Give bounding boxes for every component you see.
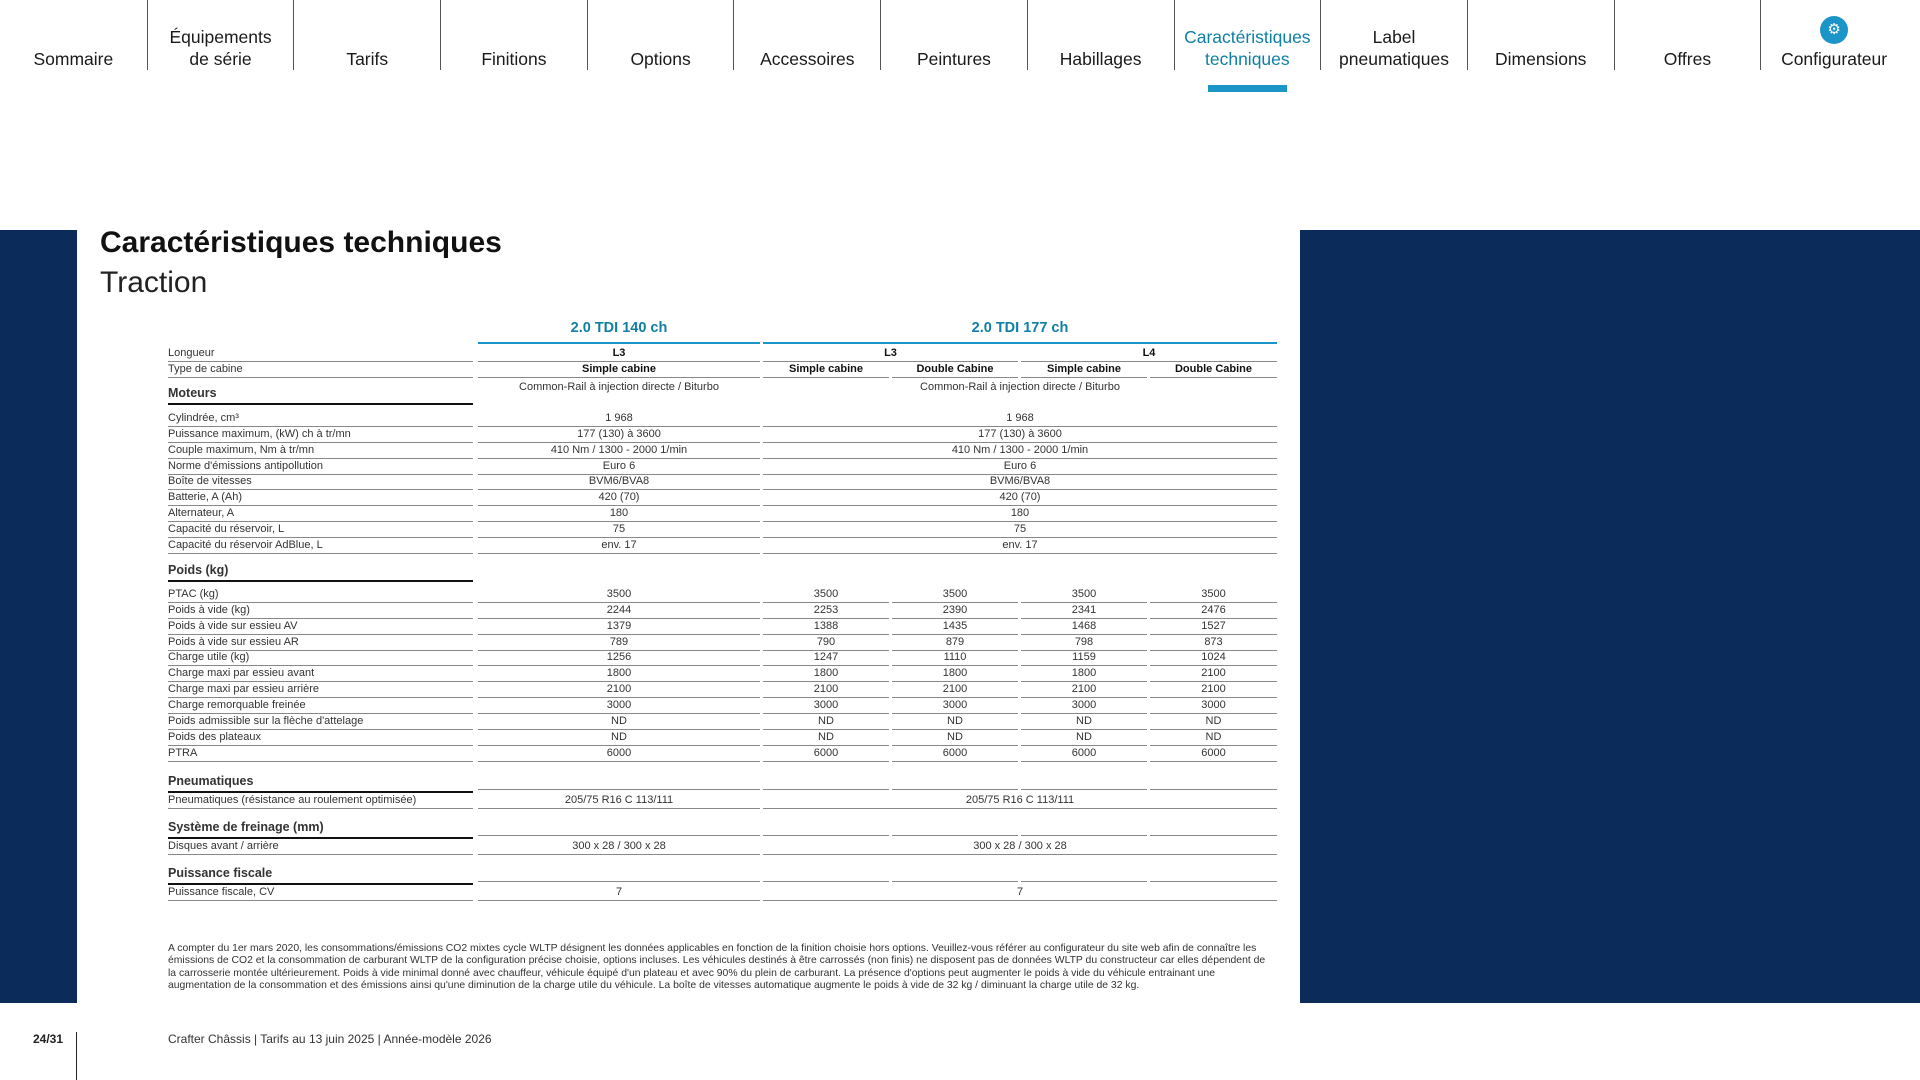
table-row [168,840,1280,855]
table-row [168,460,1280,475]
row-label: Couple maximum, Nm à tr/mn [168,444,473,459]
table-cell: Euro 6 [478,460,760,475]
table-row [168,539,1280,554]
row-label: Cylindrée, cm³ [168,412,473,427]
nav-item-5[interactable] [733,0,880,70]
table-cell [1150,867,1277,882]
table-cell [1021,775,1147,790]
table-cell: 75 [763,523,1277,538]
table-cell: 75 [478,523,760,538]
row-label: Alternateur, A [168,507,473,522]
table-cell: ND [1021,731,1147,746]
table-cell [892,775,1018,790]
row-label: Puissance fiscale, CV [168,886,473,901]
table-cell: 3000 [478,699,760,714]
table-cell: 1527 [1150,620,1277,635]
table-cell: 1024 [1150,651,1277,666]
nav-item-label: Équipements de série [169,27,272,69]
section-header: Pneumatiques [168,775,473,793]
table-row [168,683,1280,698]
table-cell [892,821,1018,836]
table-cell: 410 Nm / 1300 - 2000 1/min [478,444,760,459]
section-header: Système de freinage (mm) [168,821,473,839]
table-cell: env. 17 [478,539,760,554]
row-label: Poids à vide sur essieu AR [168,636,473,651]
row-label: Charge remorquable freinée [168,699,473,714]
table-cell: 1800 [892,667,1018,682]
table-row [168,428,1280,443]
table-cell: 873 [1150,636,1277,651]
table-cell: 1110 [892,651,1018,666]
table-row [168,667,1280,682]
row-label: Capacité du réservoir, L [168,523,473,538]
row-label: Puissance maximum, (kW) ch à tr/mn [168,428,473,443]
table-cell: 1800 [478,667,760,682]
table-cell: 798 [1021,636,1147,651]
table-cell: 300 x 28 / 300 x 28 [763,840,1277,855]
row-label: Charge utile (kg) [168,651,473,666]
table-cell: 2100 [892,683,1018,698]
table-cell: 177 (130) à 3600 [763,428,1277,443]
row-label: Longueur [168,347,473,362]
table-row [168,475,1280,490]
table-cell [478,821,760,836]
table-cell: 2100 [1150,667,1277,682]
table-cell: L3 [478,347,760,362]
section-header: Puissance fiscale [168,867,473,885]
table-row [168,775,1280,791]
row-label: Batterie, A (Ah) [168,491,473,506]
table-cell [892,867,1018,882]
table-row [168,523,1280,538]
footer-divider [76,1032,77,1080]
engine-type: Common-Rail à injection directe / Biturbo [519,381,719,393]
table-row [168,886,1280,901]
table-cell: 180 [763,507,1277,522]
table-cell: BVM6/BVA8 [763,475,1277,490]
table-cell [1021,821,1147,836]
nav-item-label: Peintures [917,49,991,69]
table-cell [763,775,889,790]
table-cell: 6000 [763,747,889,762]
nav-item-label: Options [630,49,691,69]
table-cell: 3500 [1021,588,1147,603]
footer-text: Crafter Châssis | Tarifs au 13 juin 2025 | Année-modèle 2026 [168,1032,492,1046]
table-cell: 1388 [763,620,889,635]
table-cell: 205/75 R16 C 113/111 [763,794,1277,809]
nav-item-label: Accessoires [760,49,855,69]
table-cell: 2100 [478,683,760,698]
table-cell: 2341 [1021,604,1147,619]
row-label: Poids des plateaux [168,731,473,746]
row-label: PTAC (kg) [168,588,473,603]
table-cell: 1800 [1021,667,1147,682]
table-row [168,794,1280,809]
top-navigation [0,0,1920,96]
table-cell: 177 (130) à 3600 [478,428,760,443]
table-cell: 1247 [763,651,889,666]
table-cell [478,867,760,882]
nav-item-label: Offres [1663,49,1712,69]
table-row [168,867,1280,883]
table-cell [1150,821,1277,836]
row-label: Pneumatiques (résistance au roulement optimisée) [168,794,473,809]
engine-type: Common-Rail à injection directe / Biturbo [920,381,1120,393]
table-row [168,731,1280,746]
table-cell: Double Cabine [1150,363,1277,378]
table-cell: 879 [892,636,1018,651]
configurator-icon: ⚙ [1820,16,1848,44]
nav-item-label: Caractéristiques techniques [1184,27,1311,69]
nav-item-8[interactable] [1174,0,1321,70]
row-label: Poids à vide sur essieu AV [168,620,473,635]
row-label: Boîte de vitesses [168,475,473,490]
table-cell: 1 968 [763,412,1277,427]
nav-item-6[interactable] [880,0,1027,70]
nav-item-label: Configurateur [1781,49,1888,69]
table-cell: 2100 [763,683,889,698]
table-cell: 205/75 R16 C 113/111 [478,794,760,809]
table-row [168,363,1280,378]
table-cell: ND [763,715,889,730]
nav-item-10[interactable] [1467,0,1614,70]
row-label: Capacité du réservoir AdBlue, L [168,539,473,554]
table-row [168,564,1280,580]
table-cell [763,821,889,836]
table-cell: 790 [763,636,889,651]
nav-item-label: Finitions [481,49,547,69]
table-cell: 410 Nm / 1300 - 2000 1/min [763,444,1277,459]
nav-item-11[interactable] [1614,0,1761,70]
table-cell: 3000 [1021,699,1147,714]
table-row [168,412,1280,427]
nav-item-label: Tarifs [346,49,389,69]
row-label: Charge maxi par essieu avant [168,667,473,682]
table-cell: 6000 [892,747,1018,762]
nav-item-9[interactable] [1320,0,1467,70]
table-cell: 3500 [1150,588,1277,603]
table-cell: ND [1150,715,1277,730]
table-cell: Simple cabine [1021,363,1147,378]
table-cell: ND [1021,715,1147,730]
table-cell: 3000 [763,699,889,714]
table-cell: 789 [478,636,760,651]
nav-item-4[interactable] [587,0,734,70]
nav-item-2[interactable] [293,0,440,70]
table-cell: 2100 [1150,683,1277,698]
table-row [168,747,1280,762]
table-cell [478,775,760,790]
nav-item-label: Dimensions [1495,49,1587,69]
table-cell: 420 (70) [478,491,760,506]
table-cell: 2244 [478,604,760,619]
table-row [168,651,1280,666]
table-cell: ND [892,731,1018,746]
table-cell: 3000 [892,699,1018,714]
table-cell: ND [1150,731,1277,746]
table-cell: ND [478,715,760,730]
nav-item-7[interactable] [1027,0,1174,70]
table-row [168,444,1280,459]
table-cell [763,867,889,882]
table-cell: 300 x 28 / 300 x 28 [478,840,760,855]
nav-item-0[interactable] [0,0,147,70]
table-cell: 1 968 [478,412,760,427]
model-header-140: 2.0 TDI 140 ch [478,322,760,344]
page-subtitle: Traction [100,266,208,299]
table-cell: ND [892,715,1018,730]
table-cell: 1256 [478,651,760,666]
table-cell: Double Cabine [892,363,1018,378]
nav-item-1[interactable] [147,0,294,70]
table-cell: 1159 [1021,651,1147,666]
nav-item-label: Label pneumatiques [1339,27,1449,69]
table-row [168,604,1280,619]
nav-item-12[interactable] [1760,0,1907,70]
table-cell: 3500 [478,588,760,603]
table-cell: 1468 [1021,620,1147,635]
table-row [168,347,1280,362]
model-header-177: 2.0 TDI 177 ch [763,322,1277,344]
table-cell: ND [763,731,889,746]
table-cell: 180 [478,507,760,522]
table-row [168,821,1280,837]
table-row [168,588,1280,603]
table-cell: 7 [763,886,1277,901]
table-cell: 3000 [1150,699,1277,714]
table-row [168,715,1280,730]
nav-item-3[interactable] [440,0,587,70]
row-label: Poids admissible sur la flèche d'attelage [168,715,473,730]
footnote: A compter du 1er mars 2020, les consommations/émissions CO2 mixtes cycle WLTP désignent les données applicables en fonction de la finition choisie hors options. Veuillez-vous référer au configurateur du site web afin de connaître les émissions de CO2 et la consommation de carburant WLTP de la configuration précise choisie, options incluses. Les véhicules destinés à être carrossés (non finis) ne disposent pas de données WLTP du constructeur car elles dépendent de la carrosserie montée ultérieurement. Poids à vide minimal donné avec chauffeur, véhicule équipé d'un plateau et avec 90% du plein de carburant. La présence d'options peut augmenter le poids à vide du véhicule entrainant une augmentation de la consommation et des émissions ainsi qu'une diminution de la charge utile du véhicule. La boîte de vitesses automatique augmente le poids à vide de 32 kg / diminuant la charge utile de 32 kg. [168,943,1266,992]
table-cell: BVM6/BVA8 [478,475,760,490]
table-row [168,491,1280,506]
table-cell: L4 [1021,347,1277,362]
row-label: Charge maxi par essieu arrière [168,683,473,698]
row-label: Norme d'émissions antipollution [168,460,473,475]
left-blue-band [0,230,77,1003]
row-label: Type de cabine [168,363,473,378]
table-cell: Simple cabine [763,363,889,378]
table-row [168,381,1280,403]
table-cell: 1800 [763,667,889,682]
right-blue-panel [1300,230,1920,1003]
table-cell: ND [478,731,760,746]
table-cell: Simple cabine [478,363,760,378]
table-cell: env. 17 [763,539,1277,554]
table-cell [1150,775,1277,790]
table-cell: L3 [763,347,1018,362]
table-row [168,322,1280,342]
table-cell: 6000 [478,747,760,762]
row-label: Poids à vide (kg) [168,604,473,619]
table-cell: 6000 [1150,747,1277,762]
table-cell: 1435 [892,620,1018,635]
table-cell: 3500 [763,588,889,603]
section-header: Poids (kg) [168,564,473,582]
row-label: Disques avant / arrière [168,840,473,855]
page-number: 24/31 [33,1032,64,1046]
page-title: Caractéristiques techniques [100,226,502,259]
row-label: PTRA [168,747,473,762]
table-cell: 1379 [478,620,760,635]
table-cell: 2476 [1150,604,1277,619]
nav-item-label: Sommaire [33,49,114,69]
table-cell: 2100 [1021,683,1147,698]
table-cell: 6000 [1021,747,1147,762]
table-row [168,636,1280,651]
table-cell: 420 (70) [763,491,1277,506]
table-row [168,699,1280,714]
table-cell [1021,867,1147,882]
section-header: Moteurs [168,387,473,405]
table-cell: Euro 6 [763,460,1277,475]
table-cell: 2390 [892,604,1018,619]
table-cell: 2253 [763,604,889,619]
nav-item-label: Habillages [1059,49,1142,69]
table-cell: 7 [478,886,760,901]
table-row [168,507,1280,522]
table-row [168,620,1280,635]
table-cell: 3500 [892,588,1018,603]
